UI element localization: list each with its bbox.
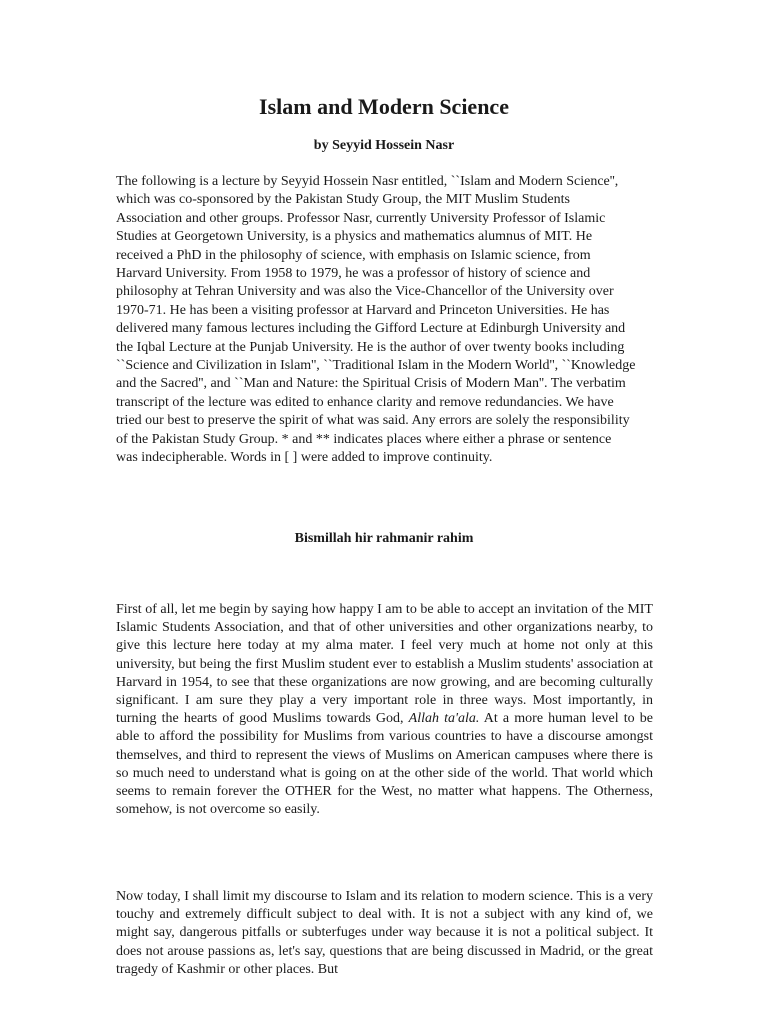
document-title: Islam and Modern Science bbox=[259, 94, 509, 119]
paragraph-1-text-b: At a more human level to be able to afford the possibility for Muslims from various countries to have a discourse amongst themselves, and third to represent the views of Muslims on American campuses where there is so much need to understand what is going on at the other side of the world. That world which seems to remain forever the OTHER for the West, no matter what happens. The Otherness, somehow, is not overcome so easily. bbox=[116, 711, 653, 818]
author-byline: by Seyyid Hossein Nasr bbox=[313, 138, 455, 153]
intro-paragraph: The following is a lecture by Seyyid Hossein Nasr entitled, ``Islam and Modern Science'', which was co-sponsored by the Pakistan Study Group, the MIT Muslim Students Association and other groups. Professor Nasr, currently University Professor of Islamic Studies at Georgetown University, is a physics and mathematics alumnus of MIT. He received a PhD in the philosophy of science, with emphasis on Islamic science, from Harvard University. From 1958 to 1979, he was a professor of history of science and philosophy at Tehran University and was also the Vice-Chancellor of the University over 1970-71. He has been a visiting professor at Harvard and Princeton Universities. He has delivered many famous lectures including the Gifford Lecture at Edinburgh University and the Iqbal Lecture at the Punjab University. He is the author of over twenty books including ``Science and Civilization in Islam'', ``Traditional Islam in the Modern World'', ``Knowledge and the Sacred'', and ``Man and Nature: the Spiritual Crisis of Modern Man''. The verbatim transcript of the lecture was edited to enhance clarity and remove redundancies. We have tried our best to preserve the spirit of what was said. Any errors are solely the responsibility of the Pakistan Study Group. * and ** indicates places where either a phrase or sentence was indecipherable. Words in [ ] were added to improve continuity. bbox=[116, 174, 636, 466]
body-paragraph-1 bbox=[116, 601, 653, 819]
body-paragraph-2: Now today, I shall limit my discourse to Islam and its relation to modern science. This is a very touchy and extremely difficult subject to deal with. It is not a subject with any kind of, we might say, dangerous pitfalls or subterfuges under way because it is not a political subject. It does not arouse passions as, let's say, questions that are being discussed in Madrid, or the great tragedy of Kashmir or other places. But bbox=[116, 889, 653, 977]
basmala-heading: Bismillah hir rahmanir rahim bbox=[294, 531, 474, 546]
paragraph-1-text-a: First of all, let me begin by saying how happy I am to be able to accept an invitation of the MIT Islamic Students Association, and that of other universities and other organizations nearby, to give this lecture here today at my alma mater. I feel very much at home not only at this university, but being the first Muslim student ever to establish a Muslim students' association at Harvard in 1954, to see that these organizations are now growing, and are becoming culturally significant. I am sure they play a very important role in three ways. Most importantly, in turning the hearts of good Muslims towards God, bbox=[116, 602, 653, 727]
paragraph-1-italic-phrase: Allah ta'ala. bbox=[408, 711, 480, 727]
